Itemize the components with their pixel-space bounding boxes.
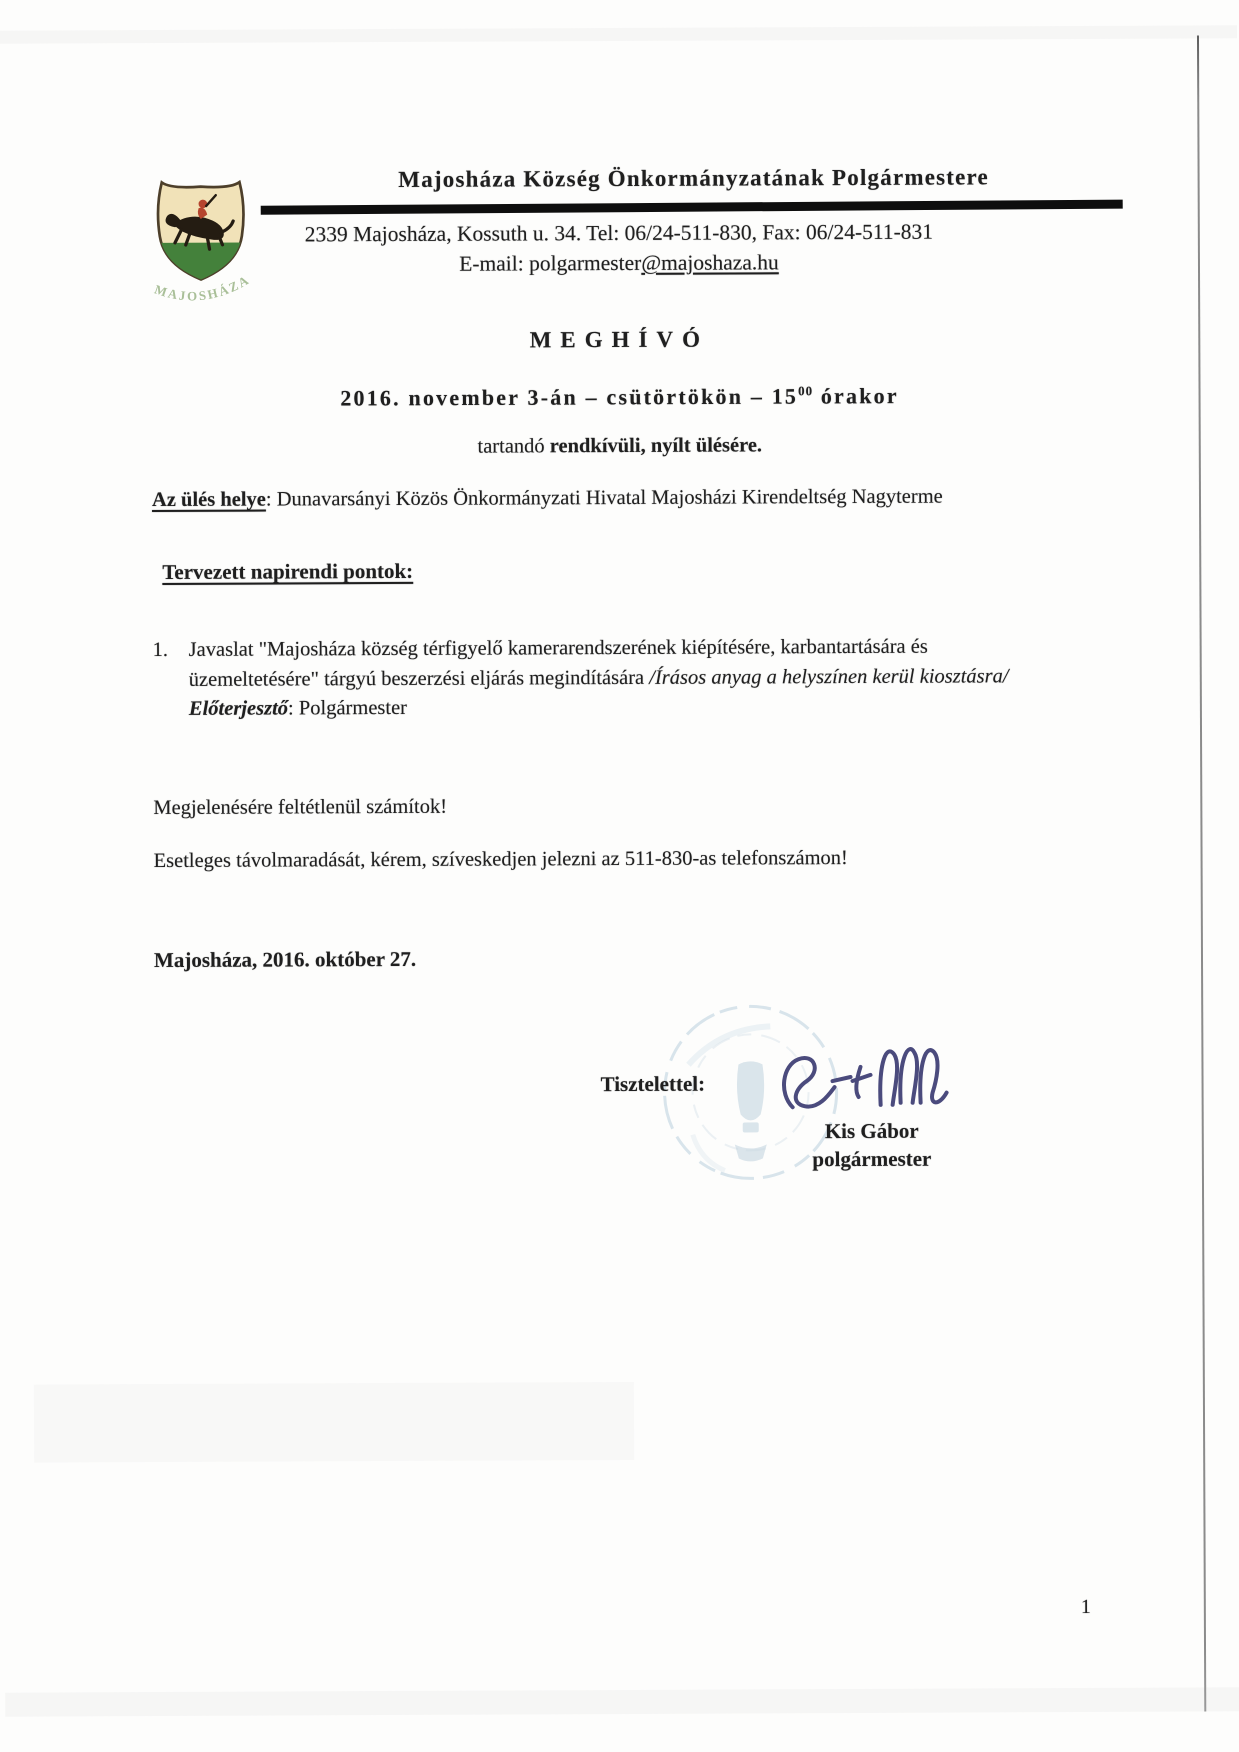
letterhead-address: 2339 Majosháza, Kossuth u. 34. Tel: 06/24-511-830, Fax: 06/24-511-831 — [304, 219, 934, 247]
email-label: E-mail: — [459, 251, 530, 276]
meeting-type-line — [150, 433, 1090, 460]
presenter-value: : Polgármester — [287, 696, 408, 720]
invitation-title: MEGHÍVÓ — [529, 326, 709, 353]
location-value: Dunavarsányi Közös Önkormányzati Hivatal Majosházi Kirendeltség Nagyterme — [276, 485, 943, 511]
agenda-item-presenter — [189, 691, 1037, 724]
signer-name: Kis Gábor — [824, 1118, 919, 1144]
agenda-item — [153, 632, 1037, 724]
date-place-line: Majosháza, 2016. október 27. — [153, 946, 417, 973]
meeting-datetime — [149, 382, 1089, 412]
datetime-suffix: órakor — [813, 383, 899, 409]
meeting-location-line — [152, 485, 1132, 512]
scan-artifact-band — [34, 1382, 634, 1463]
scan-artifact-band — [0, 25, 1237, 43]
agenda-item-note: /Írásos anyag a helyszínen kerül kiosztásra/ — [649, 664, 1009, 689]
location-label: Az ülés helye — [151, 488, 266, 512]
crest-caption: MAJOSHÁZA — [152, 271, 253, 304]
letterhead-rule — [261, 200, 1123, 215]
letterhead-title: Majosháza Község Önkormányzatának Polgármestere — [398, 164, 989, 192]
closing-line-1: Megjelenésére feltétlenül számítok! — [153, 795, 448, 820]
datetime-text: 2016. november 3-án – csütörtökön – 15 — [340, 383, 799, 411]
email-domain: @majoshaza.hu — [641, 250, 779, 275]
agenda-heading: Tervezett napirendi pontok: — [162, 558, 414, 584]
email-user: polgarmester — [529, 250, 642, 276]
agenda-item-body — [189, 632, 1037, 724]
agenda-item-number: 1. — [152, 638, 169, 662]
agenda-item-text — [189, 632, 1037, 695]
letterhead-email — [149, 249, 1089, 278]
held-bold: rendkívüli, nyílt ülésére. — [549, 434, 763, 458]
signer-role: polgármester — [812, 1146, 932, 1172]
salutation: Tisztelettel: — [600, 1071, 706, 1097]
held-prefix: tartandó — [477, 435, 550, 458]
agenda-item-main-text: Javaslat "Majosháza község térfigyelő kamerarendszerének kiépítésére, karbantartására és üzemeltetésére" tárgyú beszerzési eljárás megindítására — [188, 635, 928, 691]
scan-edge-line — [1197, 35, 1206, 1711]
closing-line-2: Esetleges távolmaradását, kérem, szíveskedjen jelezni az 511-830-as telefonszámon! — [153, 847, 848, 873]
scan-artifact-band — [5, 1687, 1239, 1716]
location-separator: : — [265, 488, 277, 511]
presenter-label: Előterjesztő — [188, 697, 289, 720]
page-number: 1 — [1080, 1595, 1091, 1618]
datetime-superscript: 00 — [798, 383, 814, 399]
